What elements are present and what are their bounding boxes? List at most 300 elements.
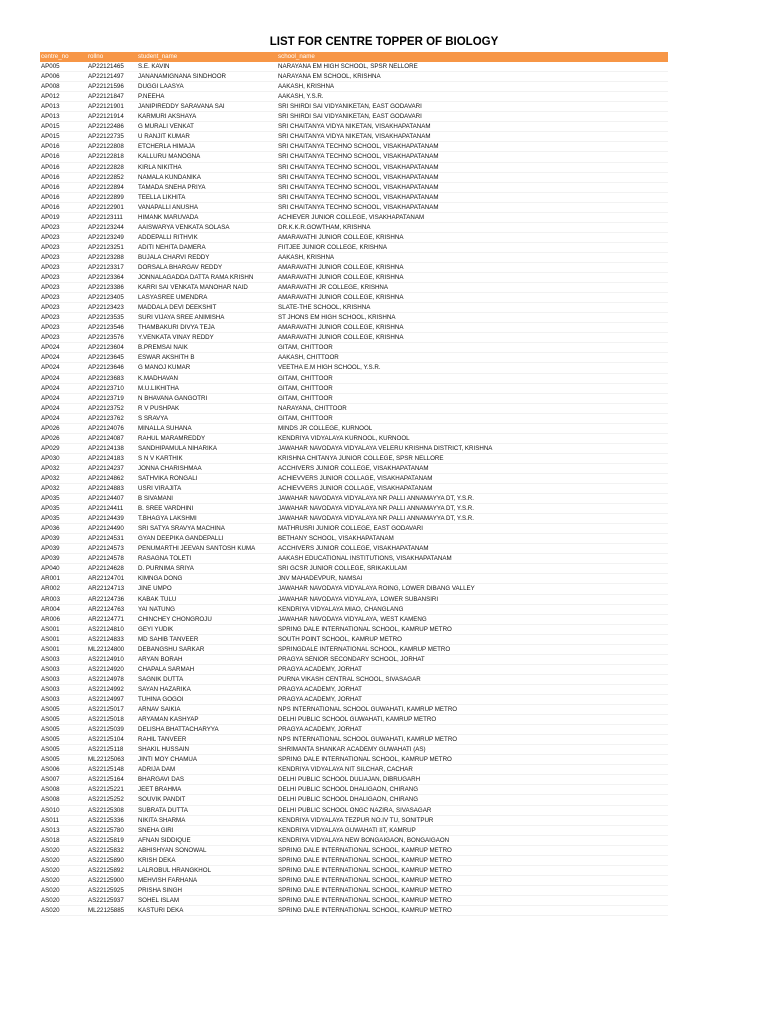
table-row[interactable] bbox=[40, 82, 668, 92]
cell-school-name: AMARAVATHI JUNIOR COLLEGE, KRISHNA bbox=[278, 274, 404, 282]
cell-school-name: KENDRIYA VIDYALAYA GUWAHATI IIT, KAMRUP bbox=[278, 826, 416, 834]
table-row[interactable] bbox=[40, 745, 668, 755]
cell-student-name: JONNA CHARISHMAA bbox=[138, 464, 202, 472]
cell-centre-no: AP013 bbox=[41, 103, 60, 111]
table-row[interactable] bbox=[40, 775, 668, 785]
table-row[interactable] bbox=[40, 173, 668, 183]
cell-school-name: JAWAHAR NAVODAYA VIDYALAYA ROING, LOWER DIBANG VALLEY bbox=[278, 585, 475, 593]
cell-school-name: AMARAVATHI JUNIOR COLLEGE, KRISHNA bbox=[278, 233, 404, 241]
cell-rollno: AR22124771 bbox=[88, 615, 125, 623]
cell-student-name: U RANJIT KUMAR bbox=[138, 133, 190, 141]
table-row[interactable] bbox=[40, 524, 668, 534]
cell-rollno: ML22125063 bbox=[88, 756, 125, 764]
cell-school-name: NPS INTERNATIONAL SCHOOL GUWAHATI, KAMRUP METRO bbox=[278, 706, 458, 714]
cell-rollno: AP22124411 bbox=[88, 505, 124, 513]
table-row[interactable] bbox=[40, 414, 668, 424]
cell-centre-no: AP023 bbox=[41, 253, 60, 261]
table-row[interactable] bbox=[40, 474, 668, 484]
table-row[interactable] bbox=[40, 544, 668, 554]
cell-rollno: AS22125925 bbox=[88, 886, 124, 894]
table-row[interactable] bbox=[40, 62, 668, 72]
cell-rollno: AP22122899 bbox=[88, 193, 124, 201]
cell-rollno: AP22124237 bbox=[88, 464, 124, 472]
table-row[interactable] bbox=[40, 595, 668, 605]
table-row[interactable] bbox=[40, 283, 668, 293]
table-row[interactable] bbox=[40, 785, 668, 795]
cell-student-name: JEET BRAHMA bbox=[138, 786, 182, 794]
cell-student-name: LASYASREE UMENDRA bbox=[138, 294, 208, 302]
table-row[interactable] bbox=[40, 163, 668, 173]
cell-student-name: LALROBUL HRANGKHOL bbox=[138, 866, 212, 874]
cell-school-name: GITAM, CHITTOOR bbox=[278, 374, 333, 382]
cell-centre-no: AP016 bbox=[41, 153, 60, 161]
table-row[interactable] bbox=[40, 343, 668, 353]
cell-centre-no: AS005 bbox=[41, 726, 60, 734]
cell-school-name: SRI CHAITANYA TECHNO SCHOOL, VISAKHAPATANAM bbox=[278, 143, 439, 151]
table-row[interactable] bbox=[40, 715, 668, 725]
table-row[interactable] bbox=[40, 374, 668, 384]
table-row[interactable] bbox=[40, 323, 668, 333]
cell-rollno: AP22121914 bbox=[88, 113, 124, 121]
cell-school-name: SRI GCSR JUNIOR COLLEGE, SRIKAKULAM bbox=[278, 565, 407, 573]
cell-student-name: GYAN DEEPIKA GANDEPALLI bbox=[138, 535, 224, 543]
cell-rollno: AS22125308 bbox=[88, 806, 124, 814]
cell-school-name: KENDRIYA VIDYALAYA NEW BONGAIGAON, BONGAIGAON bbox=[278, 836, 450, 844]
cell-student-name: D. PURNIMA SRIYA bbox=[138, 565, 194, 573]
cell-student-name: K.MADHAVAN bbox=[138, 374, 178, 382]
cell-centre-no: AP024 bbox=[41, 344, 60, 352]
cell-school-name: SPRING DALE INTERNATIONAL SCHOOL, KAMRUP METRO bbox=[278, 756, 452, 764]
cell-centre-no: AP024 bbox=[41, 374, 60, 382]
cell-student-name: SANDHIPAMULA NIHARIKA bbox=[138, 444, 217, 452]
cell-school-name: PRAGYA ACADEMY, JORHAT bbox=[278, 726, 362, 734]
table-row[interactable] bbox=[40, 273, 668, 283]
cell-centre-no: AS003 bbox=[41, 665, 60, 673]
table-row[interactable] bbox=[40, 494, 668, 504]
cell-rollno: AS22125890 bbox=[88, 856, 124, 864]
cell-centre-no: AS006 bbox=[41, 766, 60, 774]
cell-school-name: JAWAHAR NAVODAYA VIDYALAYA, LOWER SUBANSIRI bbox=[278, 595, 439, 603]
table-row[interactable] bbox=[40, 313, 668, 323]
table-row[interactable] bbox=[40, 856, 668, 866]
cell-centre-no: AP039 bbox=[41, 545, 60, 553]
table-row[interactable] bbox=[40, 293, 668, 303]
cell-centre-no: AS020 bbox=[41, 856, 60, 864]
cell-school-name: KRISHNA CHITANYA JUNIOR COLLEGE, SPSR NELLORE bbox=[278, 454, 444, 462]
table-row[interactable] bbox=[40, 464, 668, 474]
cell-centre-no: AS005 bbox=[41, 736, 60, 744]
cell-school-name: AAKASH EDUCATIONAL INSTITUTIONS, VISAKHAPATANAM bbox=[278, 555, 452, 563]
column-header-student-name[interactable]: student_name bbox=[138, 53, 178, 60]
cell-student-name: JINE UMPO bbox=[138, 585, 172, 593]
table-row[interactable] bbox=[40, 816, 668, 826]
table-row[interactable] bbox=[40, 795, 668, 805]
table-row[interactable] bbox=[40, 303, 668, 313]
cell-rollno: AS22125252 bbox=[88, 796, 124, 804]
table-row[interactable] bbox=[40, 876, 668, 886]
cell-school-name: SPRING DALE INTERNATIONAL SCHOOL, KAMRUP METRO bbox=[278, 876, 452, 884]
cell-rollno: AP22121497 bbox=[88, 73, 124, 81]
table-row[interactable] bbox=[40, 454, 668, 464]
table-row[interactable] bbox=[40, 92, 668, 102]
table-row[interactable] bbox=[40, 132, 668, 142]
cell-centre-no: AP023 bbox=[41, 324, 60, 332]
table-row[interactable] bbox=[40, 183, 668, 193]
cell-student-name: ADITI NEHITA DAMERA bbox=[138, 243, 206, 251]
cell-school-name: NARAYANA EM HIGH SCHOOL, SPSR NELLORE bbox=[278, 63, 418, 71]
cell-school-name: GITAM, CHITTOOR bbox=[278, 414, 333, 422]
cell-student-name: CHINCHEY CHONGROJU bbox=[138, 615, 212, 623]
cell-school-name: JAWAHAR NAVODAYA VIDYALAYA NR PALLI ANNAMAYYA DT, Y.S.R. bbox=[278, 505, 474, 513]
cell-centre-no: AS005 bbox=[41, 716, 60, 724]
cell-centre-no: AP026 bbox=[41, 434, 60, 442]
cell-rollno: AP22123423 bbox=[88, 304, 124, 312]
cell-centre-no: AR002 bbox=[41, 585, 60, 593]
cell-student-name: SUBRATA DUTTA bbox=[138, 806, 188, 814]
cell-centre-no: AS001 bbox=[41, 635, 60, 643]
cell-student-name: AAISWARYA VENKATA SOLASA bbox=[138, 223, 230, 231]
cell-centre-no: AP035 bbox=[41, 495, 60, 503]
cell-rollno: AP22124883 bbox=[88, 485, 124, 493]
cell-centre-no: AP024 bbox=[41, 414, 60, 422]
cell-rollno: AP22124087 bbox=[88, 434, 124, 442]
cell-centre-no: AS010 bbox=[41, 806, 60, 814]
cell-centre-no: AP040 bbox=[41, 565, 60, 573]
cell-student-name: DEBANGSHU SARKAR bbox=[138, 645, 205, 653]
cell-school-name: SRI CHAITANYA TECHNO SCHOOL, VISAKHAPATANAM bbox=[278, 153, 439, 161]
table-row[interactable] bbox=[40, 504, 668, 514]
cell-centre-no: AS020 bbox=[41, 846, 60, 854]
cell-centre-no: AS003 bbox=[41, 675, 60, 683]
cell-school-name: JNV MAHADEVPUR, NAMSAI bbox=[278, 575, 363, 583]
cell-centre-no: AS008 bbox=[41, 796, 60, 804]
table-row[interactable] bbox=[40, 333, 668, 343]
column-header-centre-no[interactable]: centre_no bbox=[41, 53, 69, 60]
table-row[interactable] bbox=[40, 735, 668, 745]
table-row[interactable] bbox=[40, 253, 668, 263]
cell-school-name: SPRING DALE INTERNATIONAL SCHOOL, KAMRUP METRO bbox=[278, 625, 452, 633]
table-row[interactable] bbox=[40, 404, 668, 414]
cell-rollno: AP22123405 bbox=[88, 294, 124, 302]
cell-student-name: KARRI SAI VENKATA MANOHAR NAID bbox=[138, 284, 248, 292]
cell-student-name: DUGGI LAASYA bbox=[138, 83, 184, 91]
cell-school-name: PRAGYA ACADEMY, JORHAT bbox=[278, 685, 362, 693]
cell-centre-no: AP016 bbox=[41, 193, 60, 201]
cell-centre-no: AS001 bbox=[41, 625, 60, 633]
cell-student-name: NAMALA KUNDANIKA bbox=[138, 173, 201, 181]
cell-school-name: SPRING DALE INTERNATIONAL SCHOOL, KAMRUP METRO bbox=[278, 886, 452, 894]
table-row[interactable] bbox=[40, 363, 668, 373]
table-row[interactable] bbox=[40, 233, 668, 243]
table-row[interactable] bbox=[40, 866, 668, 876]
table-row[interactable] bbox=[40, 755, 668, 765]
cell-school-name: SHRIMANTA SHANKAR ACADEMY GUWAHATI (AS) bbox=[278, 746, 426, 754]
cell-school-name: PURNA VIKASH CENTRAL SCHOOL, SIVASAGAR bbox=[278, 675, 421, 683]
table-row[interactable] bbox=[40, 72, 668, 82]
table-row[interactable] bbox=[40, 836, 668, 846]
cell-school-name: SPRING DALE INTERNATIONAL SCHOOL, KAMRUP METRO bbox=[278, 866, 452, 874]
cell-rollno: AP22124407 bbox=[88, 495, 124, 503]
cell-rollno: AP22124439 bbox=[88, 515, 124, 523]
cell-rollno: AS22125221 bbox=[88, 786, 124, 794]
cell-student-name: TAMADA SNEHA PRIYA bbox=[138, 183, 206, 191]
table-row[interactable] bbox=[40, 765, 668, 775]
cell-school-name: SRI CHAITANYA TECHNO SCHOOL, VISAKHAPATANAM bbox=[278, 203, 439, 211]
table-row[interactable] bbox=[40, 213, 668, 223]
table-row[interactable] bbox=[40, 695, 668, 705]
cell-student-name: P.NEEHA bbox=[138, 93, 165, 101]
column-header-school-name[interactable]: school_name bbox=[278, 53, 315, 60]
table-row[interactable] bbox=[40, 655, 668, 665]
cell-student-name: M.U.LIKHITHA bbox=[138, 384, 179, 392]
cell-rollno: AR22124701 bbox=[88, 575, 125, 583]
cell-centre-no: AS020 bbox=[41, 906, 60, 914]
cell-student-name: RAHIL TANVEER bbox=[138, 736, 187, 744]
cell-student-name: AFNAN SIDDIQUE bbox=[138, 836, 191, 844]
cell-school-name: ACCHIVERS JUNIOR COLLEGE, VISAKHAPATANAM bbox=[278, 464, 429, 472]
cell-centre-no: AP032 bbox=[41, 485, 60, 493]
cell-student-name: ETCHERLA HIMAJA bbox=[138, 143, 196, 151]
table-row[interactable] bbox=[40, 705, 668, 715]
table-row[interactable] bbox=[40, 142, 668, 152]
table-row[interactable] bbox=[40, 102, 668, 112]
table-row[interactable] bbox=[40, 122, 668, 132]
cell-school-name: AMARAVATHI JUNIOR COLLEGE, KRISHNA bbox=[278, 263, 404, 271]
cell-school-name: JAWAHAR NAVODAYA VIDYALAYA NR PALLI ANNAMAYYA DT, Y.S.R. bbox=[278, 515, 474, 523]
cell-centre-no: AP024 bbox=[41, 364, 60, 372]
table-row[interactable] bbox=[40, 112, 668, 122]
cell-rollno: AS22124997 bbox=[88, 696, 124, 703]
cell-school-name: SPRING DALE INTERNATIONAL SCHOOL, KAMRUP METRO bbox=[278, 896, 452, 904]
cell-rollno: AS22124920 bbox=[88, 665, 124, 673]
cell-school-name: GITAM, CHITTOOR bbox=[278, 394, 333, 402]
cell-centre-no: AP016 bbox=[41, 203, 60, 211]
cell-student-name: ARNAV SAIKIA bbox=[138, 706, 181, 714]
table-row[interactable] bbox=[40, 193, 668, 203]
cell-centre-no: AP036 bbox=[41, 525, 60, 533]
table-row[interactable] bbox=[40, 906, 668, 916]
cell-rollno: AS22124978 bbox=[88, 675, 124, 683]
cell-school-name: NARAYANA EM SCHOOL, KRISHNA bbox=[278, 73, 381, 81]
table-row[interactable] bbox=[40, 685, 668, 695]
cell-rollno: AP22123535 bbox=[88, 314, 124, 322]
cell-student-name: G MANOJ KUMAR bbox=[138, 364, 191, 372]
cell-centre-no: AR004 bbox=[41, 605, 60, 613]
cell-student-name: B.PREMSAI NAIK bbox=[138, 344, 188, 352]
cell-school-name: GITAM, CHITTOOR bbox=[278, 384, 333, 392]
table-row[interactable] bbox=[40, 554, 668, 564]
cell-rollno: AS22124910 bbox=[88, 655, 124, 663]
cell-school-name: ACHIEVER JUNIOR COLLEGE, VISAKHAPATANAM bbox=[278, 213, 425, 221]
cell-school-name: PRAGYA SENIOR SECONDARY SCHOOL, JORHAT bbox=[278, 655, 425, 663]
cell-centre-no: AS001 bbox=[41, 645, 60, 653]
table-row[interactable] bbox=[40, 725, 668, 735]
table-row[interactable] bbox=[40, 675, 668, 685]
table-row[interactable] bbox=[40, 223, 668, 233]
cell-student-name: BUJALA CHARVI REDDY bbox=[138, 253, 210, 261]
cell-centre-no: AS013 bbox=[41, 826, 60, 834]
cell-school-name: AMARAVATHI JUNIOR COLLEGE, KRISHNA bbox=[278, 334, 404, 342]
cell-school-name: SRI CHAITANYA TECHNO SCHOOL, VISAKHAPATANAM bbox=[278, 183, 439, 191]
cell-rollno: AS22125780 bbox=[88, 826, 124, 834]
cell-school-name: NPS INTERNATIONAL SCHOOL GUWAHATI, KAMRUP METRO bbox=[278, 736, 458, 744]
cell-rollno: AP22122828 bbox=[88, 163, 124, 171]
cell-rollno: AP22124628 bbox=[88, 565, 124, 573]
cell-student-name: JINTI MOY CHAMUA bbox=[138, 756, 198, 764]
table-row[interactable] bbox=[40, 635, 668, 645]
cell-school-name: ACHIEVVERS JUNIOR COLLAGE, VISAKHAPATANAM bbox=[278, 474, 433, 482]
cell-student-name: MINALLA SUHANA bbox=[138, 424, 192, 432]
cell-rollno: AP22123646 bbox=[88, 364, 124, 372]
cell-centre-no: AP006 bbox=[41, 73, 60, 81]
cell-centre-no: AS020 bbox=[41, 876, 60, 884]
cell-student-name: KARMURI AKSHAYA bbox=[138, 113, 197, 121]
cell-centre-no: AP032 bbox=[41, 464, 60, 472]
cell-centre-no: AS020 bbox=[41, 866, 60, 874]
cell-centre-no: AP016 bbox=[41, 183, 60, 191]
cell-rollno: AS22125336 bbox=[88, 816, 124, 824]
cell-student-name: YAI NATUNG bbox=[138, 605, 175, 613]
cell-school-name: JAWAHAR NAVODAYA VIDYALAYA VELERU KRISHNA DISTRICT, KRISHNA bbox=[278, 444, 493, 452]
cell-school-name: SPRING DALE INTERNATIONAL SCHOOL, KAMRUP METRO bbox=[278, 846, 452, 854]
cell-student-name: MEHVISH FARHANA bbox=[138, 876, 198, 884]
table-row[interactable] bbox=[40, 203, 668, 213]
cell-student-name: Y.VENKATA VINAY REDDY bbox=[138, 334, 214, 342]
column-header-rollno[interactable]: rollno bbox=[88, 53, 104, 60]
table-row[interactable] bbox=[40, 514, 668, 524]
cell-student-name: JANIPIREDDY SARAVANA SAI bbox=[138, 103, 225, 111]
cell-student-name: MD SAHIB TANVEER bbox=[138, 635, 199, 643]
table-row[interactable] bbox=[40, 574, 668, 584]
cell-school-name: KENDRIYA VIDYALAYA TEZPUR NO.IV TU, SONITPUR bbox=[278, 816, 434, 824]
cell-centre-no: AS008 bbox=[41, 786, 60, 794]
cell-rollno: AP22123762 bbox=[88, 414, 124, 422]
cell-student-name: ADDEPALLI RITHVIK bbox=[138, 233, 198, 241]
table-row[interactable] bbox=[40, 444, 668, 454]
table-row[interactable] bbox=[40, 665, 668, 675]
table-row[interactable] bbox=[40, 886, 668, 896]
cell-school-name: MATHRUSRI JUNIOR COLLEGE, EAST GODAVARI bbox=[278, 525, 423, 533]
cell-school-name: DR.K.K.R.GOWTHAM, KRISHNA bbox=[278, 223, 371, 231]
cell-school-name: MINDS JR COLLEGE, KURNOOL bbox=[278, 424, 373, 432]
table-row[interactable] bbox=[40, 605, 668, 615]
cell-student-name: N BHAVANA GANGOTRI bbox=[138, 394, 208, 402]
cell-centre-no: AR001 bbox=[41, 575, 60, 583]
cell-school-name: SRI SHIRDI SAI VIDYANIKETAN, EAST GODAVARI bbox=[278, 103, 422, 111]
cell-school-name: NARAYANA, CHITTOOR bbox=[278, 404, 347, 412]
cell-centre-no: AP026 bbox=[41, 424, 60, 432]
cell-school-name: AAKASH, Y.S.R. bbox=[278, 93, 324, 101]
cell-centre-no: AP035 bbox=[41, 515, 60, 523]
cell-student-name: KABAK TULU bbox=[138, 595, 177, 603]
cell-student-name: S.E. KAVIN bbox=[138, 63, 170, 71]
cell-rollno: AP22124573 bbox=[88, 545, 124, 553]
cell-rollno: AS22125832 bbox=[88, 846, 124, 854]
cell-student-name: KALLURU MANOGNA bbox=[138, 153, 201, 161]
table-row[interactable] bbox=[40, 434, 668, 444]
table-row[interactable] bbox=[40, 846, 668, 856]
cell-school-name: SRI CHAITANYA TECHNO SCHOOL, VISAKHAPATANAM bbox=[278, 163, 439, 171]
cell-student-name: USRI VIRAJITA bbox=[138, 485, 182, 493]
cell-rollno: ML22124800 bbox=[88, 645, 125, 653]
cell-student-name: RAHUL MARAMREDDY bbox=[138, 434, 206, 442]
cell-centre-no: AP023 bbox=[41, 233, 60, 241]
table-row[interactable] bbox=[40, 625, 668, 635]
cell-student-name: CHAPALA SARMAH bbox=[138, 665, 195, 673]
cell-centre-no: AP039 bbox=[41, 535, 60, 543]
cell-rollno: AS22124833 bbox=[88, 635, 124, 643]
table-row[interactable] bbox=[40, 534, 668, 544]
cell-student-name: SRI SATYA SRAVYA MACHINA bbox=[138, 525, 225, 533]
cell-student-name: G MURALI VENKAT bbox=[138, 123, 194, 131]
table-row[interactable] bbox=[40, 564, 668, 574]
cell-rollno: AP22123546 bbox=[88, 324, 124, 332]
table-row[interactable] bbox=[40, 645, 668, 655]
table-row[interactable] bbox=[40, 394, 668, 404]
table-row[interactable] bbox=[40, 384, 668, 394]
table-row[interactable] bbox=[40, 615, 668, 625]
cell-rollno: AP22123244 bbox=[88, 223, 124, 231]
cell-student-name: THAMBAKURI DIVYA TEJA bbox=[138, 324, 215, 332]
table-row[interactable] bbox=[40, 243, 668, 253]
cell-rollno: AS22125017 bbox=[88, 706, 124, 714]
cell-centre-no: AP024 bbox=[41, 394, 60, 402]
cell-student-name: HIMANK MARUVADA bbox=[138, 213, 199, 221]
table-row[interactable] bbox=[40, 826, 668, 836]
table-row[interactable] bbox=[40, 896, 668, 906]
cell-centre-no: AP023 bbox=[41, 243, 60, 251]
cell-school-name: SOUTH POINT SCHOOL, KAMRUP METRO bbox=[278, 635, 402, 643]
cell-school-name: AMARAVATHI JR COLLEGE, KRISHNA bbox=[278, 284, 389, 292]
table-row[interactable] bbox=[40, 353, 668, 363]
cell-centre-no: AP023 bbox=[41, 294, 60, 302]
cell-student-name: S SRAVYA bbox=[138, 414, 169, 422]
cell-centre-no: AP016 bbox=[41, 163, 60, 171]
cell-rollno: AS22125104 bbox=[88, 736, 124, 744]
cell-centre-no: AS018 bbox=[41, 836, 60, 844]
cell-student-name: VANAPALLI ANUSHA bbox=[138, 203, 198, 211]
cell-student-name: PRISHA SINGH bbox=[138, 886, 183, 894]
cell-student-name: NIKITA SHARMA bbox=[138, 816, 186, 824]
cell-school-name: DELHI PUBLIC SCHOOL ONGC NAZIRA, SIVASAGAR bbox=[278, 806, 432, 814]
cell-school-name: PRAGYA ACADEMY, JORHAT bbox=[278, 665, 362, 673]
cell-school-name: ST JHONS EM HIGH SCHOOL, KRISHNA bbox=[278, 314, 396, 322]
cell-rollno: AP22123317 bbox=[88, 263, 124, 271]
table-row[interactable] bbox=[40, 263, 668, 273]
cell-school-name: FIITJEE JUNIOR COLLEGE, KRISHNA bbox=[278, 243, 387, 251]
cell-rollno: AP22123604 bbox=[88, 344, 124, 352]
cell-centre-no: AP032 bbox=[41, 474, 60, 482]
cell-centre-no: AP023 bbox=[41, 274, 60, 282]
cell-student-name: SNEHA GIRI bbox=[138, 826, 174, 834]
cell-student-name: KASTURI DEKA bbox=[138, 906, 184, 914]
table-row[interactable] bbox=[40, 584, 668, 594]
table-row[interactable] bbox=[40, 152, 668, 162]
cell-centre-no: AP035 bbox=[41, 505, 60, 513]
cell-centre-no: AS007 bbox=[41, 776, 60, 784]
table-row[interactable] bbox=[40, 424, 668, 434]
cell-centre-no: AP023 bbox=[41, 284, 60, 292]
cell-school-name: KENDRIYA VIDYALAYA KURNOOL, KURNOOL bbox=[278, 434, 410, 442]
cell-student-name: B. SREE VARDHINI bbox=[138, 505, 194, 513]
cell-student-name: DELISHA BHATTACHARYYA bbox=[138, 726, 219, 734]
cell-rollno: AP22123251 bbox=[88, 243, 124, 251]
cell-school-name: AMARAVATHI JUNIOR COLLEGE, KRISHNA bbox=[278, 324, 404, 332]
table-row[interactable] bbox=[40, 806, 668, 816]
cell-school-name: PRAGYA ACADEMY, JORHAT bbox=[278, 696, 362, 703]
cell-student-name: R V PUSHPAK bbox=[138, 404, 180, 412]
table-row[interactable] bbox=[40, 484, 668, 494]
